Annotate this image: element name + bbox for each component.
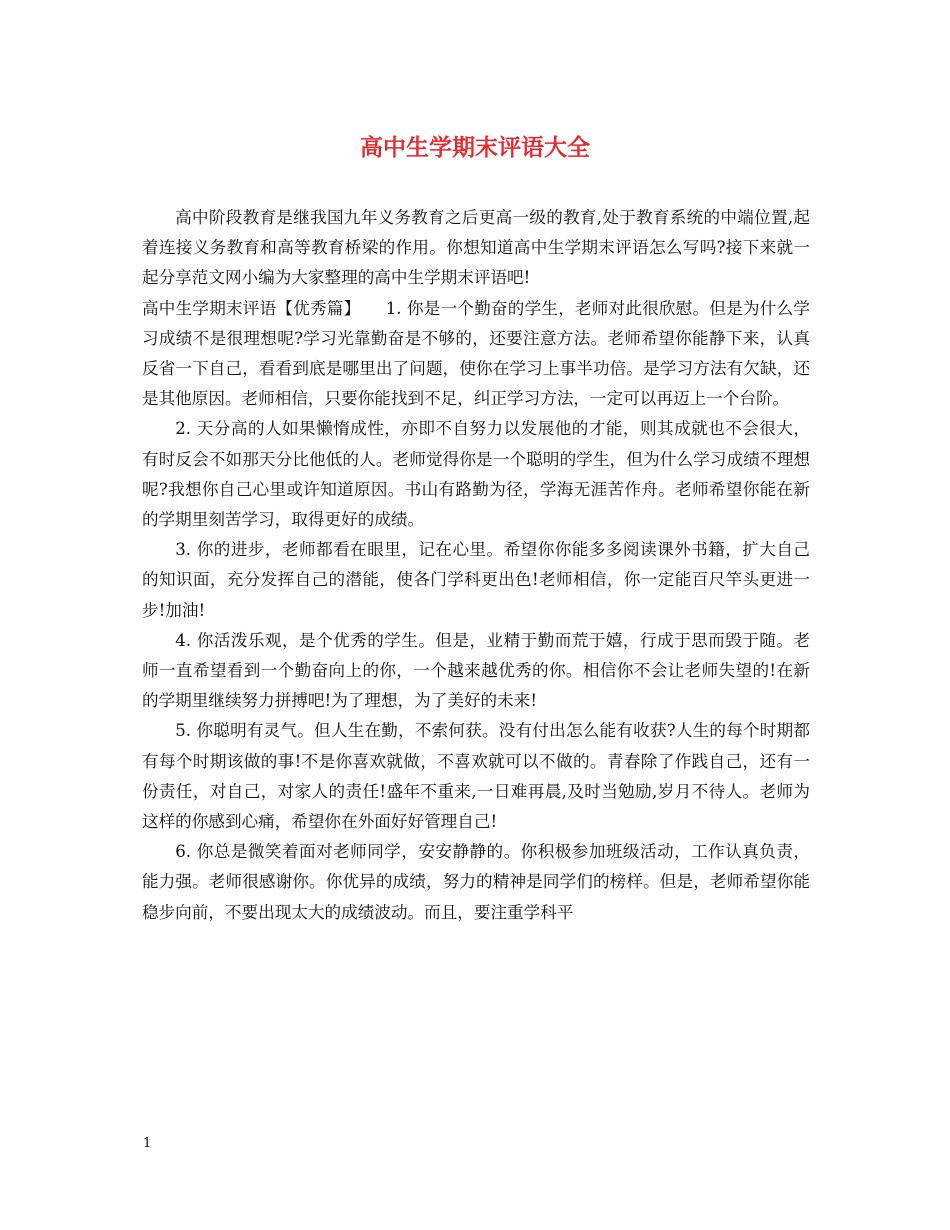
page-title: 高中生学期末评语大全 (360, 135, 590, 161)
document-body (142, 203, 810, 928)
paragraph-comment-5: 5. 你聪明有灵气。但人生在勤，不索何获。没有付出怎么能有收获?人生的每个时期都有每个时期该做的事!不是你喜欢就做，不喜欢就可以不做的。青春除了作践自己，还有一份责任，对自己，对家人的责任!盛年不重来,一日难再晨,及时当勉励,岁月不待人。老师为这样的你感到心痛，希望你在外面好好管理自己! (142, 721, 810, 832)
paragraph-comment-6: 6. 你总是微笑着面对老师同学，安安静静的。你积极参加班级活动，工作认真负责，能力强。老师很感谢你。你优异的成绩，努力的精神是同学们的榜样。但是，老师希望你能稳步向前，不要出现太大的成绩波动。而且，要注重学科平 (142, 842, 810, 922)
paragraph-comment-1: 高中生学期末评语【优秀篇】 1. 你是一个勤奋的学生，老师对此很欣慰。但是为什么学习成绩不是很理想呢?学习光靠勤奋是不够的，还要注意方法。老师希望你能静下来，认真反省一下自己，看看到底是哪里出了问题，使你在学习上事半功倍。是学习方法有欠缺，还是其他原因。老师相信，只要你能找到不足，纠正学习方法，一定可以再迈上一个台阶。 (142, 298, 810, 409)
paragraph-intro: 高中阶段教育是继我国九年义务教育之后更高一级的教育,处于教育系统的中端位置,起着连接义务教育和高等教育桥梁的作用。你想知道高中生学期末评语怎么写吗?接下来就一起分享范文网小编为大家整理的高中生学期末评语吧! (142, 208, 810, 288)
paragraph-comment-2: 2. 天分高的人如果懒惰成性，亦即不自努力以发展他的才能，则其成就也不会很大，有时反会不如那天分比他低的人。老师觉得你是一个聪明的学生，但为什么学习成绩不理想呢?我想你自己心里或许知道原因。书山有路勤为径，学海无涯苦作舟。老师希望你能在新的学期里刻苦学习，取得更好的成绩。 (142, 419, 810, 530)
paragraph-comment-4: 4. 你活泼乐观，是个优秀的学生。但是，业精于勤而荒于嬉，行成于思而毁于随。老师一直希望看到一个勤奋向上的你，一个越来越优秀的你。相信你不会让老师失望的!在新的学期里继续努力拼搏吧!为了理想，为了美好的未来! (142, 630, 810, 711)
paragraph-comment-3: 3. 你的进步，老师都看在眼里，记在心里。希望你你能多多阅读课外书籍，扩大自己的知识面，充分发挥自己的潜能，使各门学科更出色!老师相信，你一定能百尺竿头更进一步!加油! (142, 540, 810, 620)
page-number: 1 (143, 1136, 152, 1151)
